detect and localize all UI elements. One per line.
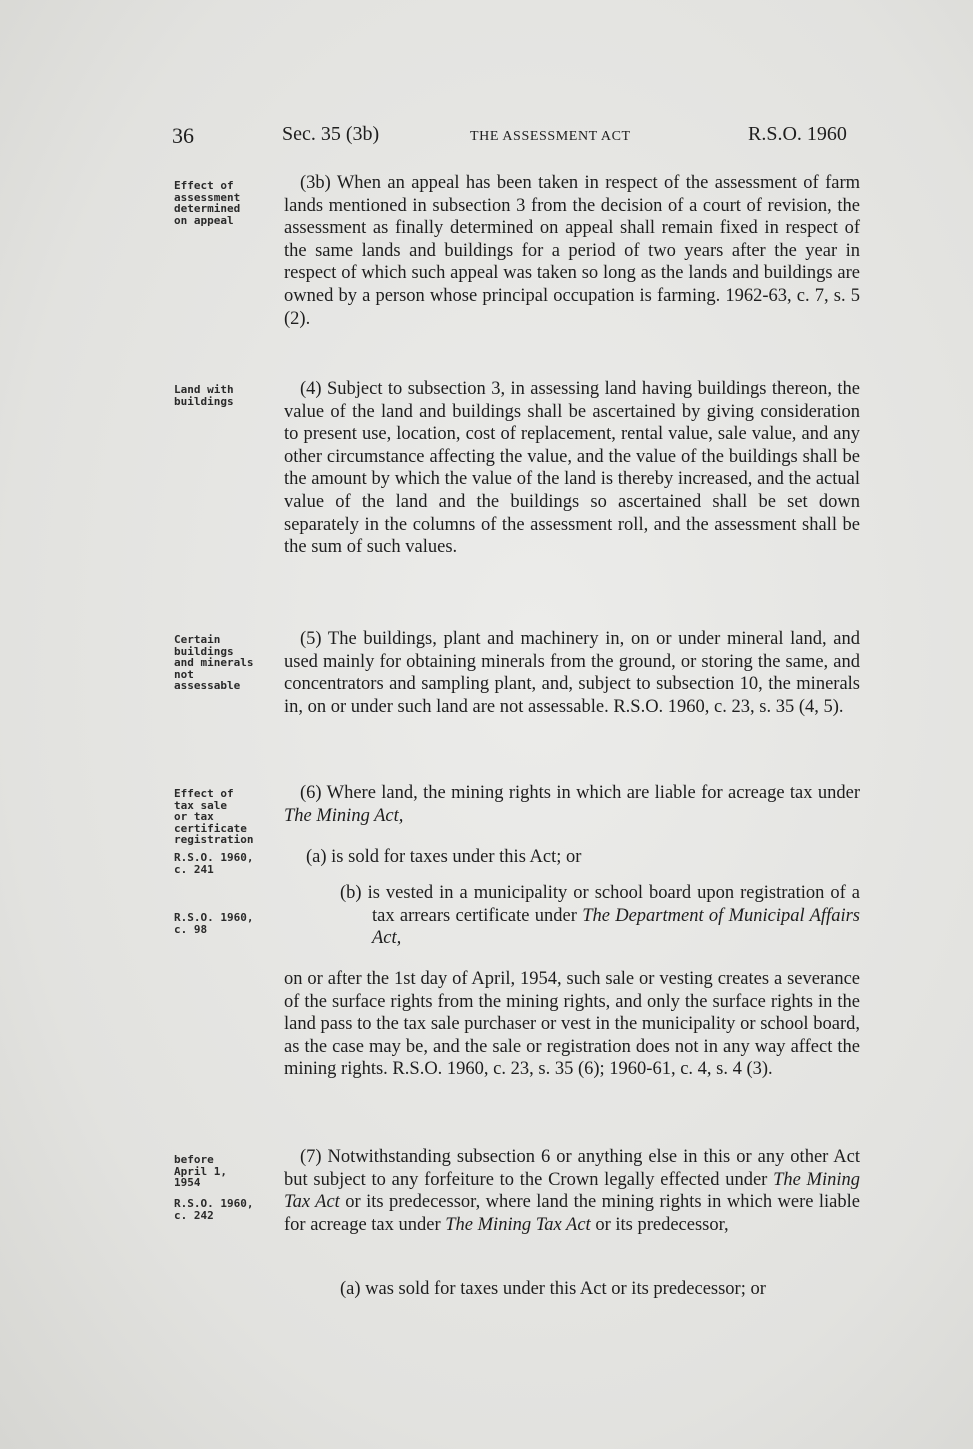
running-header: [0, 123, 973, 153]
paragraph-7-text-c: or its predecessor,: [590, 1214, 729, 1235]
marginal-note-effect-of-assessment: Effect of assessment determined on appeal: [174, 179, 241, 227]
clause-6a: (a) is sold for taxes under this Act; or: [306, 847, 582, 867]
statute-reference: R.S.O. 1960: [748, 123, 847, 145]
clause-6b: [340, 882, 860, 950]
act-title: THE ASSESSMENT ACT: [470, 129, 631, 144]
section-reference: Sec. 35 (3b): [282, 123, 380, 145]
paragraph-6-lead-text: (6) Where land, the mining rights in which are liable for acreage tax under: [300, 783, 860, 803]
marginal-note-before-1954: before April 1, 1954: [174, 1153, 227, 1189]
page-number: 36: [172, 123, 194, 148]
paragraph-7: [284, 1146, 860, 1236]
marginal-note-rso-c241: R.S.O. 1960, c. 241: [174, 851, 254, 876]
paragraph-4: (4) Subject to subsection 3, in assessing land having buildings thereon, the value of the land and buildings shall be ascertained by giving consideration to present use, location, cost of replacement, rental value, sale value, and any other circumstance affecting the value, and the value of the buildings shall be the amount by which the value of the land is thereby increased, and the actual value of the land and the buildings so ascertained shall be set down separately in the columns of the assessment roll, and the assessment shall be the sum of such values.: [284, 379, 860, 558]
paragraph-6-lead: [284, 782, 860, 827]
marginal-note-rso-c242: R.S.O. 1960, c. 242: [174, 1197, 254, 1222]
clause-6b-text: (b) is vested in a municipality or school board upon registration of a tax arrears certificate under: [340, 883, 860, 926]
paragraph-6-tail: on or after the 1st day of April, 1954, such sale or vesting creates a severance of the surface rights from the mining rights, and only the surface rights in the land pass to the tax sale purchaser or vest in the municipality or school board, as the case may be, and the sale or registration does not in any way affect the mining rights. R.S.O. 1960, c. 23, s. 35 (6); 1960-61, c. 4, s. 4 (3).: [284, 969, 860, 1080]
clause-7a: (a) was sold for taxes under this Act or its predecessor; or: [340, 1279, 766, 1299]
mining-tax-act-title-1: The Mining Tax Act: [284, 1169, 860, 1213]
paragraph-3b: (3b) When an appeal has been taken in respect of the assessment of farm lands mentioned in subsection 3 from the decision of a court of revision, the assessment as finally determined on appeal shall remain fixed in respect of the same lands and buildings for a period of two years after the year in respect of which such appeal was taken so long as the lands and buildings are owned by a person whose principal occupation is farming. 1962-63, c. 7, s. 5 (2).: [284, 173, 860, 329]
marginal-note-land-with-buildings: Land with buildings: [174, 383, 234, 408]
mining-act-title: The Mining Act,: [284, 805, 404, 826]
municipal-affairs-act-title: The Department of Municipal Affairs Act,: [372, 905, 860, 949]
marginal-note-certain-buildings: Certain buildings and minerals not assessable: [174, 633, 254, 692]
marginal-note-rso-c98: R.S.O. 1960, c. 98: [174, 911, 254, 936]
paragraph-5: (5) The buildings, plant and machinery in, on or under mineral land, and used mainly for obtaining minerals from the ground, or storing the same, and concentrators and sampling plant, and, subject to subsection 10, the minerals in, on or under such land are not assessable. R.S.O. 1960, c. 23, s. 35 (4, 5).: [284, 629, 860, 717]
paragraph-7-text-a: (7) Notwithstanding subsection 6 or anything else in this or any other Act but subject to any forfeiture to the Crown legally effected under: [284, 1147, 860, 1190]
paragraph-7-text-b: or its predecessor, where land the mining rights in which were liable for acreage tax under: [284, 1192, 860, 1235]
mining-tax-act-title-2: The Mining Tax Act: [445, 1214, 591, 1235]
marginal-note-effect-of-tax-sale: Effect of tax sale or tax certificate registration: [174, 787, 254, 846]
